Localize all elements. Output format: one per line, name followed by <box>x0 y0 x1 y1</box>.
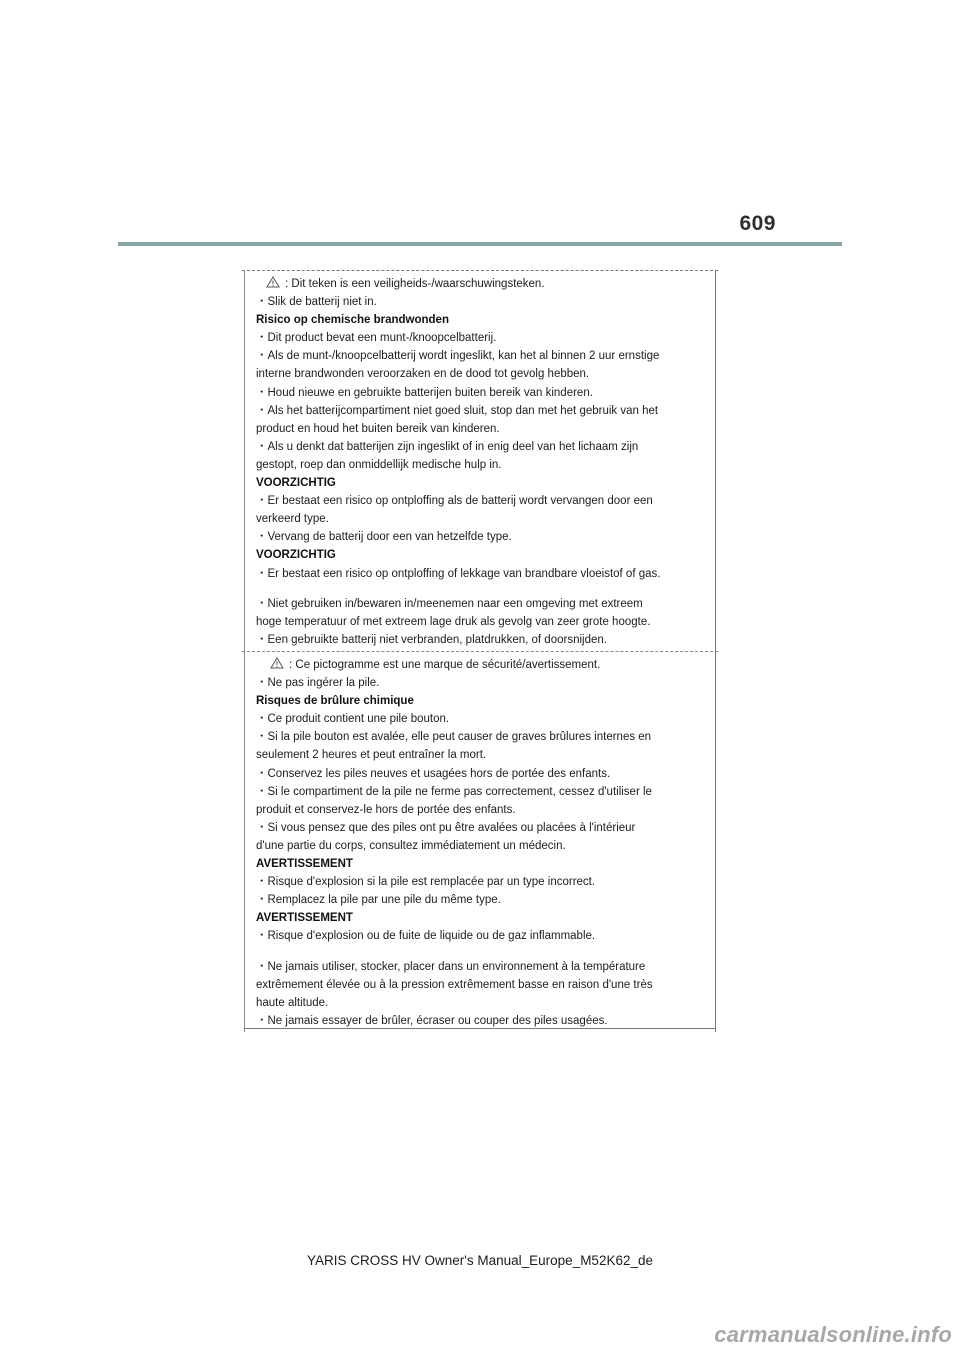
manual-footer: YARIS CROSS HV Owner's Manual_Europe_M52K62_de <box>307 1253 653 1268</box>
french-text-line: ・Ne jamais essayer de brûler, écraser ou couper des piles usagées. <box>256 1014 608 1027</box>
dutch-warning-section <box>256 275 708 649</box>
dutch-text-line <box>256 583 708 595</box>
dutch-text-line: gestopt, roep dan onmiddellijk medische hulp in. <box>256 458 502 471</box>
dutch-text-line: ・Als de munt-/knoopcelbatterij wordt ingeslikt, kan het al binnen 2 uur ernstige <box>256 350 660 363</box>
french-text-line: ・Risque d'explosion si la pile est remplacée par un type incorrect. <box>256 876 596 889</box>
warning-triangle-icon <box>266 276 280 288</box>
dutch-lines <box>256 293 708 649</box>
dutch-text-line: hoge temperatuur of met extreem lage druk als gevolg van zeer grote hoogte. <box>256 615 651 628</box>
dutch-text-line: ・Er bestaat een risico op ontploffing of lekkage van brandbare vloeistof of gas. <box>256 567 661 580</box>
french-text-line: ・Risque d'explosion ou de fuite de liquide ou de gaz inflammable. <box>256 930 596 943</box>
french-lines <box>256 674 708 1030</box>
dutch-intro-text: : Dit teken is een veiligheids-/waarschuwingsteken. <box>285 278 545 290</box>
french-text-line: ・Ne pas ingérer la pile. <box>256 677 380 690</box>
language-divider <box>242 651 718 652</box>
french-text-line: ・Conservez les piles neuves et usagées hors de portée des enfants. <box>256 767 611 780</box>
dutch-text-line: ・Als u denkt dat batterijen zijn ingeslikt of in enig deel van het lichaam zijn <box>256 440 639 453</box>
french-text-line: AVERTISSEMENT <box>256 912 353 925</box>
dutch-text-line: Risico op chemische brandwonden <box>256 314 449 327</box>
french-text-line: AVERTISSEMENT <box>256 858 353 871</box>
label-top-border <box>242 270 718 271</box>
french-intro-line <box>256 656 708 674</box>
french-text-line: ・Ne jamais utiliser, stocker, placer dans un environnement à la température <box>256 960 646 973</box>
french-warning-section <box>256 656 708 1030</box>
dutch-text-line: ・Er bestaat een risico op ontploffing als de batterij wordt vervangen door een <box>256 495 653 508</box>
dutch-text-line: ・Vervang de batterij door een van hetzelfde type. <box>256 531 512 544</box>
french-text-line: seulement 2 heures et peut entraîner la mort. <box>256 749 487 762</box>
french-text-line: ・Si le compartiment de la pile ne ferme pas correctement, cessez d'utiliser le <box>256 785 652 798</box>
page-number: 609 <box>739 212 776 235</box>
french-text-line: d'une partie du corps, consultez immédiatement un médecin. <box>256 839 566 852</box>
french-text-line: extrêmement élevée ou à la pression extrêmement basse en raison d'une très <box>256 978 653 991</box>
dutch-text-line: ・Slik de batterij niet in. <box>256 296 377 309</box>
french-text-line: produit et conservez-le hors de portée des enfants. <box>256 803 516 816</box>
dutch-text-line: VOORZICHTIG <box>256 477 336 490</box>
french-text-line: Risques de brûlure chimique <box>256 695 414 708</box>
dutch-text-line: VOORZICHTIG <box>256 549 336 562</box>
french-intro-text: : Ce pictogramme est une marque de sécurité/avertissement. <box>289 659 601 671</box>
dutch-text-line: ・Houd nieuwe en gebruikte batterijen buiten bereik van kinderen. <box>256 386 593 399</box>
dutch-intro-line <box>256 275 708 293</box>
header-rule <box>118 242 842 246</box>
french-text-line: ・Remplacez la pile par une pile du même type. <box>256 894 501 907</box>
dutch-text-line: interne brandwonden veroorzaken en de dood tot gevolg hebben. <box>256 368 590 381</box>
dutch-text-line: ・Als het batterijcompartiment niet goed sluit, stop dan met het gebruik van het <box>256 404 659 417</box>
dutch-text-line: verkeerd type. <box>256 513 329 526</box>
dutch-text-line: ・Niet gebruiken in/bewaren in/meenemen naar een omgeving met extreem <box>256 597 643 610</box>
dutch-text-line: ・Dit product bevat een munt-/knoopcelbatterij. <box>256 332 497 345</box>
warning-triangle-icon <box>270 657 284 669</box>
french-text-line: ・Ce produit contient une pile bouton. <box>256 713 450 726</box>
french-text-line: ・Si la pile bouton est avalée, elle peut causer de graves brûlures internes en <box>256 731 652 744</box>
french-text-line: haute altitude. <box>256 996 329 1009</box>
french-text-line: ・Si vous pensez que des piles ont pu être avalées ou placées à l'intérieur <box>256 821 636 834</box>
dutch-text-line: ・Een gebruikte batterij niet verbranden, platdrukken, of doorsnijden. <box>256 633 607 646</box>
scanned-warning-label <box>242 266 718 1032</box>
french-text-line <box>256 946 708 958</box>
watermark: carmanualsonline.info <box>714 1322 952 1347</box>
dutch-text-line: product en houd het buiten bereik van kinderen. <box>256 422 500 435</box>
